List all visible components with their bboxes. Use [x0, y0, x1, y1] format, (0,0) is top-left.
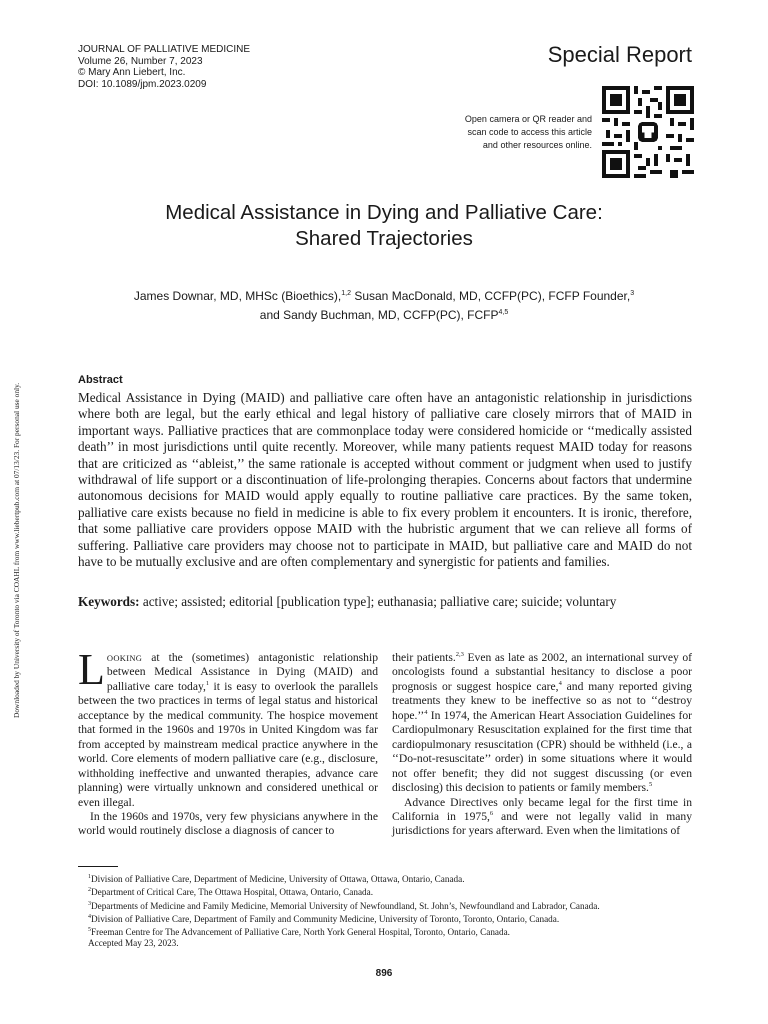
author-affiliation: 1,2: [341, 290, 351, 297]
keywords-list: active; assisted; editorial [publication type]; euthanasia; palliative care; suicide; voluntary: [139, 594, 617, 609]
footnote-item: [78, 912, 692, 925]
author-name: Susan MacDonald, MD, CCFP(PC), FCFP Founder,: [351, 289, 631, 303]
footnote-number: 4: [88, 913, 91, 920]
body-text: and were not legally valid in many jurisdictions for years afterward. Even when the limitations of: [392, 809, 693, 838]
journal-name: JOURNAL OF PALLIATIVE MEDICINE: [78, 44, 251, 55]
download-notice: Downloaded by University of Toronto via COAHL from www.liebertpub.com at 07/13/23. For personal use only.: [12, 382, 21, 718]
body-text: their patients.: [392, 651, 456, 664]
citation-ref[interactable]: 4: [558, 680, 562, 688]
journal-copyright: © Mary Ann Liebert, Inc.: [78, 67, 186, 79]
footnote-item: [78, 925, 692, 938]
journal-volume: Volume 26, Number 7, 2023: [78, 55, 203, 67]
drop-cap: L: [78, 645, 105, 694]
qr-code-graphic: [602, 86, 694, 178]
body-paragraph: [392, 651, 692, 796]
author-list: [0, 286, 768, 323]
citation-ref[interactable]: 5: [648, 781, 653, 789]
footnote-divider: [78, 866, 118, 867]
footnote-text: Departments of Medicine and Family Medicine, Memorial University of Newfoundland, St. John’s, Newfoundland and Labrador, Canada.: [91, 900, 600, 911]
body-text: and many reported giving treatments they knew to be ineffective so as not to ‘‘destroy hope.’’: [392, 679, 692, 722]
small-caps-lead: OOKING: [106, 653, 143, 663]
author-name: James Downar, MD, MHSc (Bioethics),: [133, 289, 342, 303]
body-text: Advance Directives only became legal for the first time in California in 1975,: [392, 795, 692, 823]
author-name: and Sandy Buchman, MD, CCFP(PC), FCFP: [259, 307, 499, 322]
author-affiliation: 3: [630, 290, 635, 297]
body-paragraph: [392, 796, 692, 839]
footnote-number: 2: [88, 887, 91, 894]
footnote-number: 3: [88, 900, 91, 907]
qr-caption-line: and other resources online.: [482, 140, 592, 150]
author-affiliation: 4,5: [498, 308, 509, 316]
qr-caption-line: scan code to access this article: [467, 127, 592, 137]
keywords: [78, 594, 692, 610]
footnote-text: Division of Palliative Care, Department of Family and Community Medicine, University of Toronto, Toronto, Ontario, Canada.: [91, 913, 560, 924]
abstract-heading: Abstract: [78, 374, 123, 386]
citation-ref[interactable]: 1: [205, 680, 210, 688]
footnote-text: Division of Palliative Care, Department of Medicine, University of Ottawa, Ottawa, Ontario, Canada.: [91, 874, 465, 885]
footnote-text: Freeman Centre for The Advancement of Palliative Care, North York General Hospital, Toronto, Ontario, Canada.: [91, 927, 510, 938]
journal-doi[interactable]: DOI: 10.1089/jpm.2023.0209: [78, 78, 207, 90]
article-title-line: Shared Trajectories: [295, 227, 473, 250]
footnote-item: [78, 899, 692, 912]
qr-caption-line: Open camera or QR reader and: [464, 114, 592, 124]
affiliation-footnotes: [78, 872, 692, 950]
qr-caption: [432, 113, 592, 152]
article-title-line: Medical Assistance in Dying and Palliative Care:: [165, 201, 603, 224]
footnote-text: Department of Critical Care, The Ottawa Hospital, Ottawa, Ontario, Canada.: [91, 887, 373, 898]
body-paragraph: In the 1960s and 1970s, very few physicians anywhere in the world would routinely disclose a diagnosis of cancer to: [78, 809, 378, 838]
page-number: 896: [375, 968, 393, 979]
keywords-label: Keywords:: [78, 594, 140, 609]
journal-meta: [78, 44, 250, 90]
footnote-number: 5: [88, 927, 91, 934]
accepted-date: Accepted May 23, 2023.: [88, 938, 179, 949]
body-text: it is easy to overlook the parallels between the two practices in terms of legal status and historical acceptance by the medical community. The hospice movement that formed in the 1960s and 1970s in United Kingdom was far from accepted by mainstream medical practice anywhere in the world. Core elements of modern palliative care (e.g., disclosure, withholding ineffective and unwanted therapies, advance care planning) were virtually unknown and considered unethical or even illegal.: [78, 679, 378, 809]
body-text: In 1974, the American Heart Association Guidelines for Cardiopulmonary Resuscitation explained for the first time that cardiopulmonary resuscitation (CPR) should be withheld (i.e., a ‘‘Do-not-resuscitate’’ order) in some situations where it would not offer benefit; they did not suggest discussing (or even disclosing) this decision to patients or family members.: [392, 708, 692, 795]
body-column-left: [78, 645, 378, 839]
qr-code-icon[interactable]: [602, 86, 694, 178]
footnote-item: [78, 885, 692, 898]
body-paragraph: [78, 645, 378, 810]
article-type: Special Report: [547, 42, 692, 67]
footnote-number: 1: [88, 874, 91, 880]
citation-ref[interactable]: 2,3: [455, 651, 464, 659]
body-column-right: [392, 651, 692, 839]
citation-ref[interactable]: 4: [424, 708, 428, 716]
citation-ref[interactable]: 6: [489, 810, 494, 818]
article-title: [0, 200, 768, 252]
body-text: at the (sometimes) antagonistic relationship between Medical Assistance in Dying (MAID) and palliative care today,: [106, 651, 378, 693]
footnote-item: [78, 872, 692, 885]
body-text: Even as late as 2002, an international survey of oncologists found a substantial hesitancy to disclose a poor prognosis or suggest hospice care,: [392, 651, 692, 693]
abstract-text: Medical Assistance in Dying (MAID) and palliative care often have an antagonistic relationship in jurisdictions where both are legal, but the early ethical and legal history of palliative care closely mirrors that of MAID in important ways. Palliative practices that are commonplace today were considered homicide or ‘‘medically assisted death’’ in most jurisdictions until quite recently. Moreover, while many patients request MAID today for reasons that are criticized as ‘‘ableist,’’ the same rationale is accepted without comment or judgment when used to justify withdrawal of life support or a discontinuation of life-prolonging therapies. Concerns about factors that undermine autonomous decisions for MAID would apply equally to routine palliative care practices. By the same token, palliative care exists because no field in medicine is able to fix every problem it encounters. It is ironic, therefore, that some palliative care providers oppose MAID with the hubristic argument that we can relieve all forms of suffering. Palliative care providers may choose not to participate in MAID, but palliative care and MAID do not have to be mutually exclusive and are often complementary and synergistic for patients and families.: [78, 390, 692, 570]
